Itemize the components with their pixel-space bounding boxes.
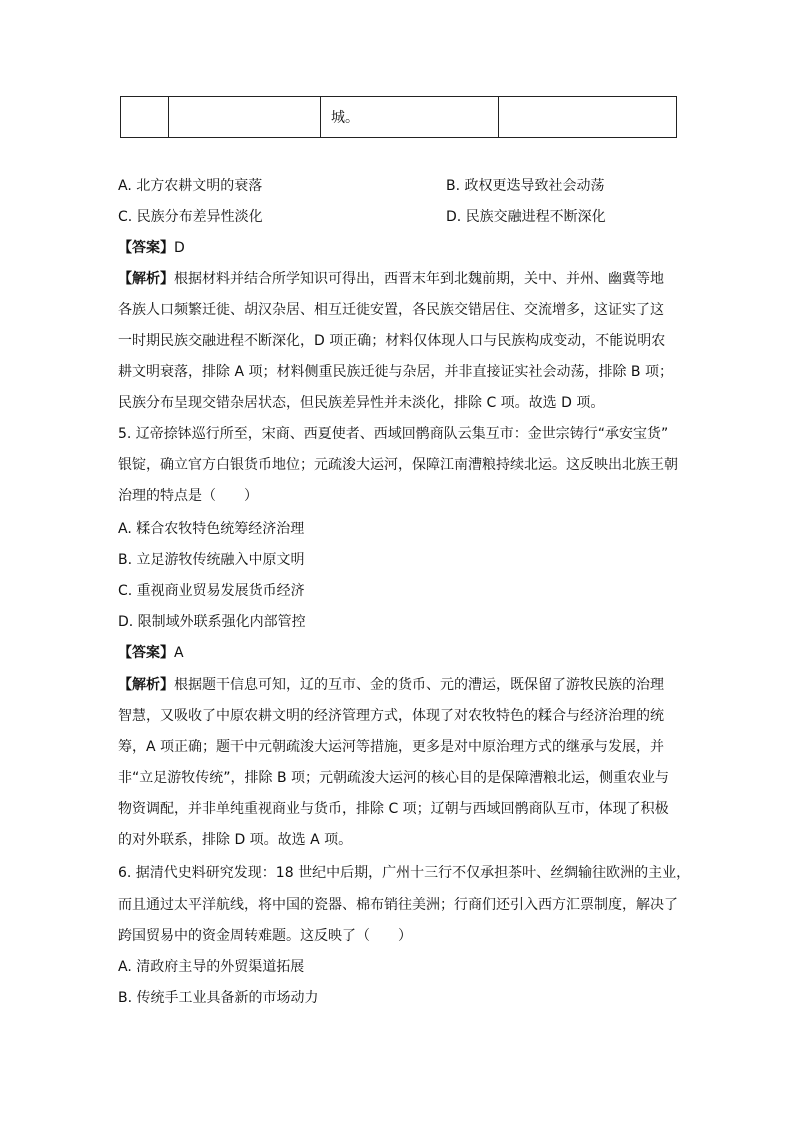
q5-analysis-line: 的对外联系，排除 D 项。故选 A 项。 [118,832,353,848]
q4-option-c: C. 民族分布差异性淡化 [118,209,263,225]
table-cell [169,97,321,138]
q5-option-b: B. 立足游牧传统融入中原文明 [118,552,305,568]
q5-option-a: A. 糅合农牧特色统筹经济治理 [118,521,305,537]
q4-analysis-line: 各族人口频繁迁徙、胡汉杂居、相互迁徙安置，各民族交错居住、交流增多，这证实了这 [118,302,664,318]
q5-analysis-line: 智慧，又吸收了中原农耕文明的经济管理方式，体现了对农牧特色的糅合与经济治理的统 [118,708,664,724]
q4-answer [118,238,185,258]
q5-analysis-line: 非“立足游牧传统”，排除 B 项；元朝疏浚大运河的核心目的是保障漕粮北运，侧重农业与 [118,770,670,786]
q5-stem-line: 5. 辽帝捺钵巡行所至，宋商、西夏使者、西域回鹘商队云集互市：金世宗铸行“承安宝货” [118,426,669,442]
q6-stem-line: 6. 据清代史料研究发现：18 世纪中后期，广州十三行不仅承担茶叶、丝绸输往欧洲的主业， [118,865,691,881]
q6-option-a: A. 清政府主导的外贸渠道拓展 [118,959,305,975]
table-cell [121,97,169,138]
q6-stem-line: 跨国贸易中的资金周转难题。这反映了（ ） [118,928,412,944]
analysis-tag: 【解析】 [118,677,174,693]
q4-analysis-line: 民族分布呈现交错杂居状态，但民族差异性并未淡化，排除 C 项。故选 D 项。 [118,395,605,411]
q5-option-c: C. 重视商业贸易发展货币经济 [118,583,305,599]
q4-analysis-line: 一时期民族交融进程不断深化，D 项正确；材料仅体现人口与民族构成变动，不能说明农 [118,333,666,349]
q5-analysis-line: 筹，A 项正确；题干中元朝疏浚大运河等措施，更多是对中原治理方式的继承与发展，并 [118,739,665,755]
q5-option-d: D. 限制域外联系强化内部管控 [118,614,306,630]
table-cell: 城。 [321,97,499,138]
analysis-text: 根据题干信息可知，辽的互市、金的货币、元的漕运，既保留了游牧民族的治理 [174,677,664,693]
q4-option-a: A. 北方农耕文明的衰落 [118,178,263,194]
answer-value: A [174,645,184,661]
table-row [121,97,677,138]
q5-stem-line: 治理的特点是（ ） [118,488,258,504]
table-cell [499,97,677,138]
q5-analysis-line: 物资调配，并非单纯重视商业与货币，排除 C 项；辽朝与西域回鹘商队互市，体现了积极 [118,801,669,817]
table-fragment [120,96,677,138]
q4-analysis-line [118,269,664,289]
q4-option-b: B. 政权更迭导致社会动荡 [446,178,605,194]
q5-stem-line: 银锭，确立官方白银货币地位；元疏浚大运河，保障江南漕粮持续北运。这反映出北族王朝 [118,457,678,473]
answer-tag: 【答案】 [118,645,174,661]
q6-stem-line: 而且通过太平洋航线，将中国的瓷器、棉布销往美洲；行商们还引入西方汇票制度，解决了 [118,897,678,913]
q4-analysis-line: 耕文明衰落，排除 A 项；材料侧重民族迁徙与杂居，并非直接证实社会动荡，排除 B 项； [118,364,673,380]
answer-tag: 【答案】 [118,240,174,256]
q6-option-b: B. 传统手工业具备新的市场动力 [118,990,319,1006]
analysis-text: 根据材料并结合所学知识可得出，西晋末年到北魏前期，关中、并州、幽冀等地 [174,271,664,287]
q5-analysis-line [118,675,664,695]
q5-answer [118,643,184,663]
analysis-tag: 【解析】 [118,271,174,287]
q4-option-d: D. 民族交融进程不断深化 [446,209,606,225]
answer-value: D [174,240,185,256]
